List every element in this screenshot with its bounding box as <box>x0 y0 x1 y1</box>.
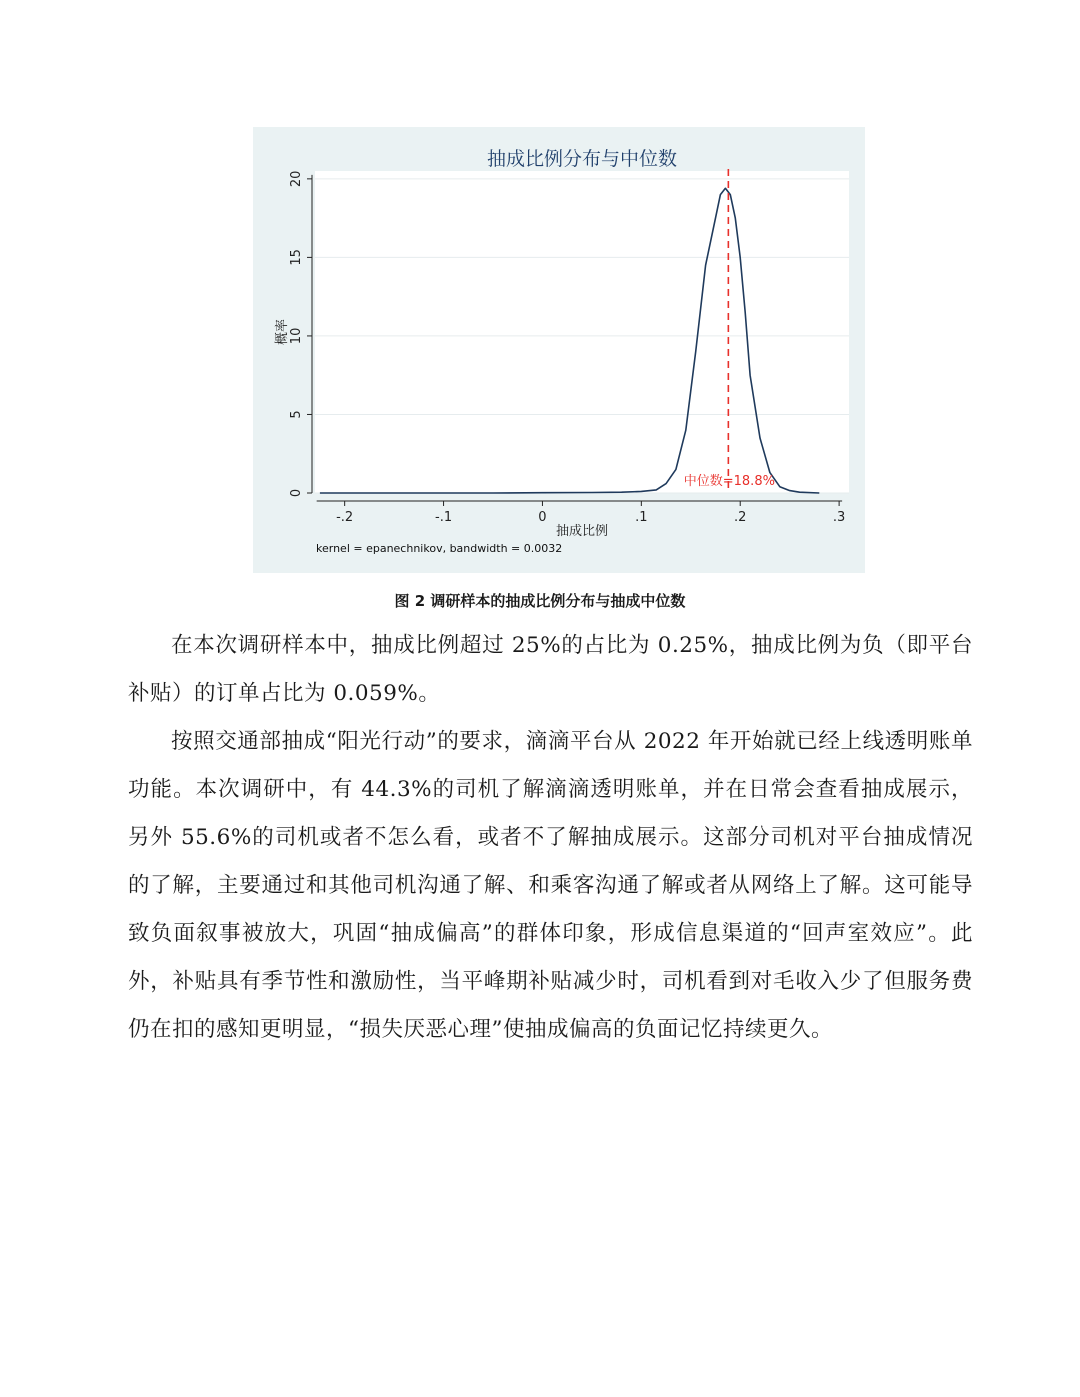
median-label: 中位数=18.8% <box>683 474 775 489</box>
y-tick-label: 15 <box>289 249 304 266</box>
body-text <box>128 622 973 1054</box>
y-tick-label: 5 <box>289 410 304 419</box>
y-tick-label: 10 <box>289 327 304 345</box>
y-axis-title: 概率 <box>275 318 290 346</box>
paragraph-2: 按照交通部抽成“阳光行动”的要求，滴滴平台从 2022 年开始就已经上线透明账单功能。本次调研中，有 44.3%的司机了解滴滴透明账单，并在日常会查看抽成展示，另外 55.6%的司机或者不怎么看，或者不了解抽成展示。这部分司机对平台抽成情况的了解，主要通过和其他司机沟通了解、和乘客沟通了解或者从网络上了解。这可能导致负面叙事被放大，巩固“抽成偏高”的群体印象，形成信息渠道的“回声室效应”。此外，补贴具有季节性和激励性，当平峰期补贴减少时，司机看到对毛收入少了但服务费仍在扣的感知更明显，“损失厌恶心理”使抽成偏高的负面记忆持续更久。 <box>128 729 973 1042</box>
x-tick-label: .3 <box>832 510 846 525</box>
y-tick-label: 0 <box>289 488 304 498</box>
x-tick-label: .1 <box>635 510 648 525</box>
y-tick-label: 20 <box>289 170 304 188</box>
x-axis-title: 抽成比例 <box>555 524 609 539</box>
x-tick-label: -.1 <box>435 510 453 525</box>
paragraph-1: 在本次调研样本中，抽成比例超过 25%的占比为 0.25%，抽成比例为负（即平台补贴）的订单占比为 0.059%。 <box>128 633 973 706</box>
x-tick-label: 0 <box>538 510 547 525</box>
kernel-note: kernel = epanechnikov, bandwidth = 0.0032 <box>316 542 563 555</box>
x-tick-label: .2 <box>734 510 747 525</box>
density-chart <box>253 127 865 573</box>
plot-area <box>315 171 849 493</box>
x-tick-label: -.2 <box>336 510 354 525</box>
chart-title: 抽成比例分布与中位数 <box>486 148 678 170</box>
figure-caption: 图 2 调研样本的抽成比例分布与抽成中位数 <box>394 592 686 610</box>
chart-svg <box>253 127 865 573</box>
